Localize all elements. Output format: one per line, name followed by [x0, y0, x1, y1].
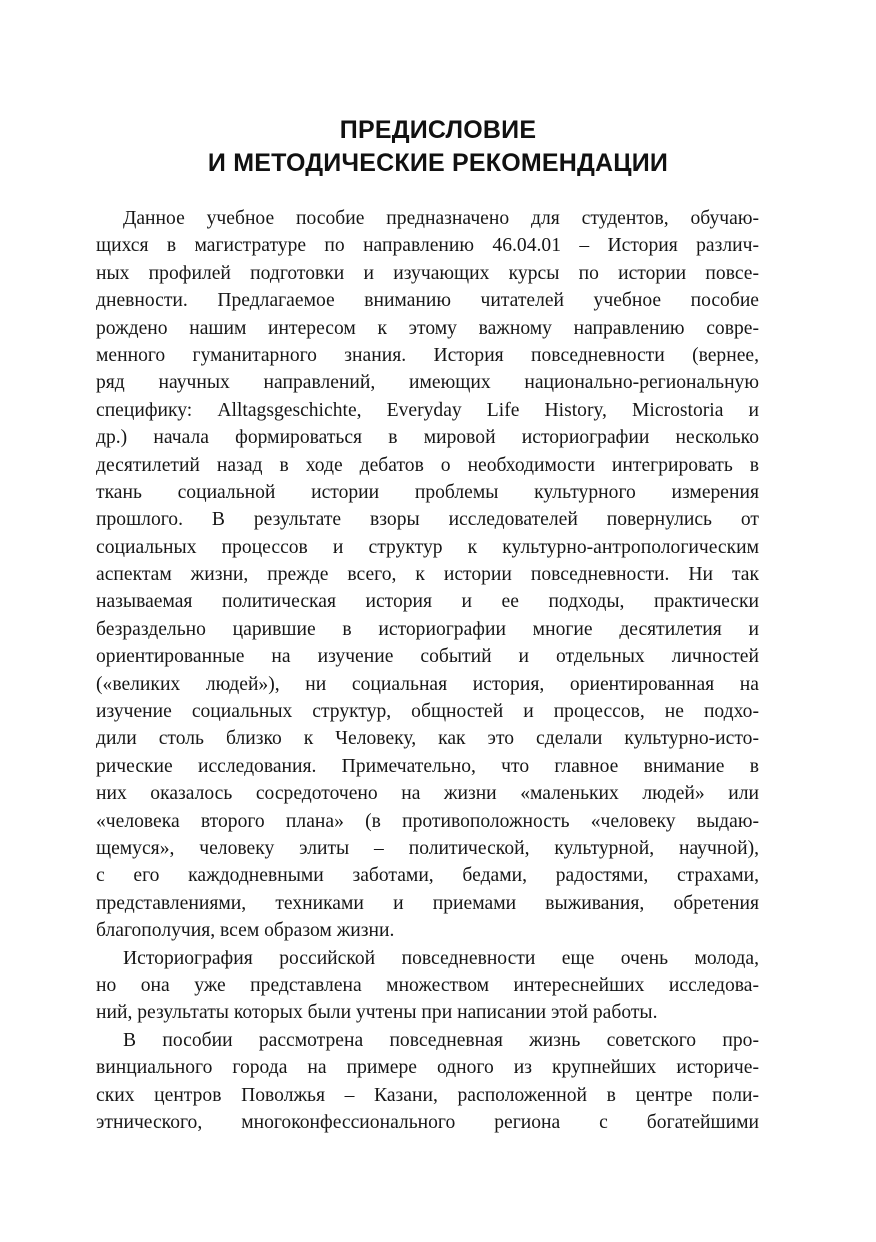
text-line: рические исследования. Примечательно, что главное внимание в	[96, 755, 759, 777]
text-line: прошлого. В результате взоры исследователей повернулись от	[96, 509, 759, 531]
text-line: дили столь близко к Человеку, как это сделали культурно-исто-	[96, 728, 759, 750]
text-line: аспектам жизни, прежде всего, к истории повседневности. Ни так	[96, 564, 759, 586]
text-line: щихся в магистратуре по направлению 46.04.01 – История различ-	[96, 235, 759, 257]
text-line: дневности. Предлагаемое вниманию читателей учебное пособие	[96, 290, 759, 312]
text-line: ориентированные на изучение событий и отдельных личностей	[96, 646, 759, 668]
text-line: социальных процессов и структур к культурно-антропологическим	[96, 536, 759, 558]
text-line: с его каждодневными заботами, бедами, радостями, страхами,	[96, 865, 759, 887]
text-line: В пособии рассмотрена повседневная жизнь советского про-	[123, 1029, 759, 1051]
text-line: винциального города на примере одного из крупнейших историче-	[96, 1057, 759, 1079]
page-title-line-2: И МЕТОДИЧЕСКИЕ РЕКОМЕНДАЦИИ	[207, 149, 669, 177]
text-line: десятилетий назад в ходе дебатов о необходимости интегрировать в	[96, 454, 759, 476]
text-line: безраздельно царившие в историографии многие десятилетия и	[96, 618, 759, 640]
text-line: ткань социальной истории проблемы культурного измерения	[96, 481, 759, 503]
text-line: Историография российской повседневности еще очень молода,	[123, 947, 759, 969]
text-line: Данное учебное пособие предназначено для студентов, обучаю-	[123, 208, 759, 229]
text-line: рождено нашим интересом к этому важному направлению совре-	[96, 317, 759, 339]
text-line: ских центров Поволжья – Казани, расположенной в центре поли-	[96, 1084, 759, 1106]
text-line: но она уже представлена множеством интереснейших исследова-	[96, 974, 759, 996]
text-line: ний, результаты которых были учтены при написании этой работы.	[96, 1002, 658, 1024]
text-line: этнического, многоконфессионального региона с богатейшими	[96, 1111, 759, 1133]
body-text	[96, 205, 759, 1136]
page-title-line-1: ПРЕДИСЛОВИЕ	[339, 116, 537, 144]
text-line: др.) начала формироваться в мировой историографии несколько	[96, 427, 759, 449]
text-line: благополучия, всем образом жизни.	[96, 920, 395, 942]
text-line: специфику: Alltagsgeschichte, Everyday Life History, Microstoria и	[96, 399, 759, 421]
text-line: ных профилей подготовки и изучающих курсы по истории повсе-	[96, 262, 759, 284]
text-line: них оказалось сосредоточено на жизни «маленьких людей» или	[96, 783, 759, 805]
text-line: щемуся», человеку элиты – политической, культурной, научной),	[96, 837, 759, 859]
text-line: называемая политическая история и ее подходы, практически	[96, 591, 759, 613]
text-line: ряд научных направлений, имеющих национально-региональную	[96, 372, 759, 394]
text-line: изучение социальных структур, общностей и процессов, не подхо-	[96, 701, 759, 723]
text-line: («великих людей»), ни социальная история, ориентированная на	[96, 673, 759, 695]
text-line: менного гуманитарного знания. История повседневности (вернее,	[96, 344, 759, 366]
text-line: «человека второго плана» (в противоположность «человеку выдаю-	[96, 810, 759, 832]
text-line: представлениями, техниками и приемами выживания, обретения	[96, 892, 759, 914]
